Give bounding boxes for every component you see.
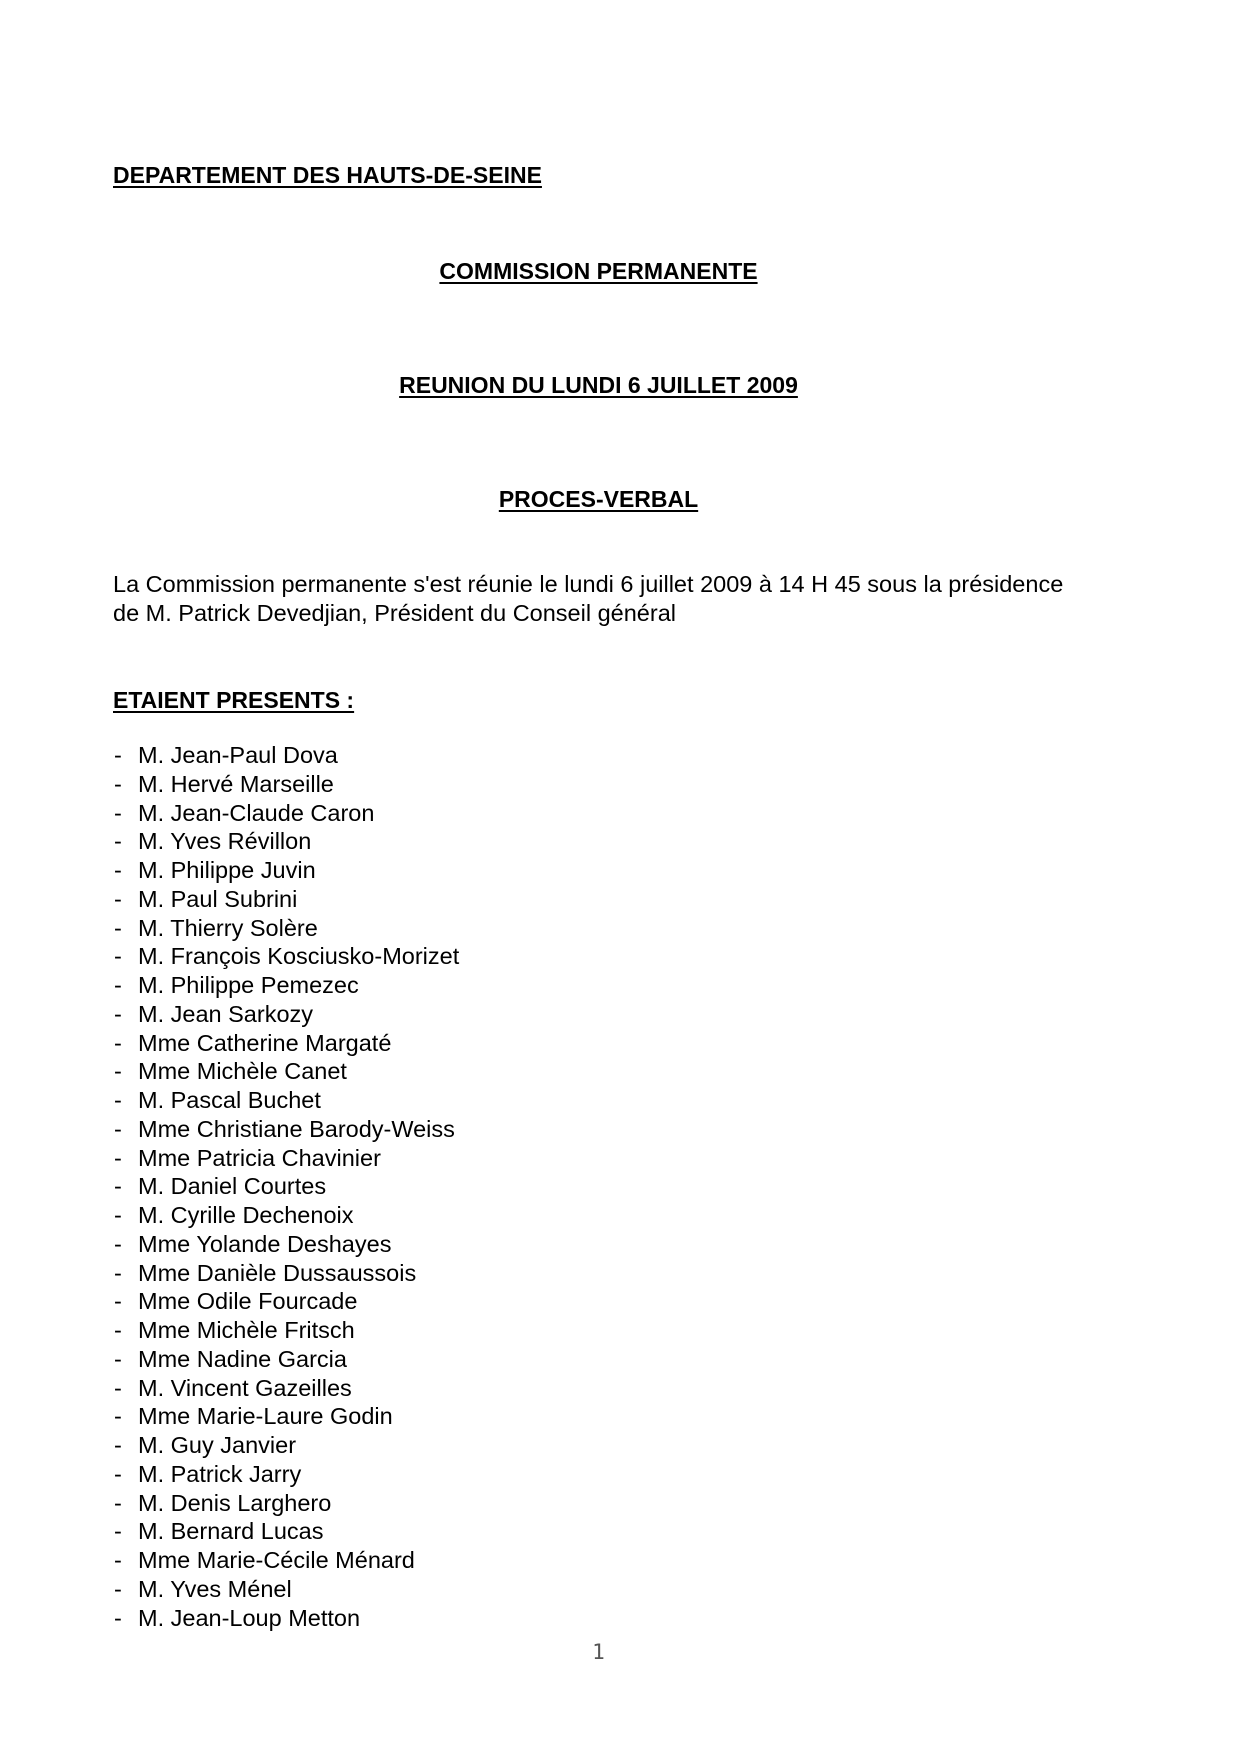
list-dash: - <box>114 828 122 855</box>
list-dash: - <box>114 1230 122 1257</box>
attendee-item <box>114 1345 459 1374</box>
attendee-item <box>114 1144 459 1173</box>
list-dash: - <box>114 1000 122 1027</box>
list-dash: - <box>114 742 122 768</box>
attendee-name: M. Jean Sarkozy <box>138 1000 314 1027</box>
attendee-name: M. Vincent Gazeilles <box>138 1374 352 1401</box>
attendee-name: M. Paul Subrini <box>138 885 298 912</box>
attendee-name: M. Philippe Pemezec <box>138 972 359 998</box>
department-heading: DEPARTEMENT DES HAUTS-DE-SEINE <box>113 162 542 188</box>
list-dash: - <box>114 1029 122 1056</box>
attendees-heading: ETAIENT PRESENTS : <box>113 687 355 713</box>
list-dash: - <box>114 943 122 970</box>
list-dash: - <box>114 1547 122 1573</box>
attendee-name: M. Denis Larghero <box>138 1489 332 1516</box>
attendee-name: Mme Yolande Deshayes <box>138 1230 392 1257</box>
attendee-item <box>114 971 459 1000</box>
attendee-name: Mme Catherine Margaté <box>138 1029 392 1056</box>
attendee-name: M. Yves Révillon <box>138 828 312 855</box>
attendee-name: Mme Michèle Fritsch <box>138 1317 355 1343</box>
attendee-name: Mme Marie-Cécile Ménard <box>138 1547 415 1573</box>
list-dash: - <box>114 1374 122 1401</box>
list-dash: - <box>114 914 122 941</box>
list-dash: - <box>114 799 122 826</box>
attendee-item <box>114 770 459 799</box>
attendee-name: M. Daniel Courtes <box>138 1173 327 1200</box>
attendee-item <box>114 799 459 828</box>
list-dash: - <box>114 1173 122 1200</box>
attendee-item <box>114 1402 459 1431</box>
attendee-name: Mme Michèle Canet <box>138 1058 347 1085</box>
attendee-name: M. Patrick Jarry <box>138 1460 302 1487</box>
list-dash: - <box>114 1460 122 1487</box>
attendee-name: Mme Christiane Barody-Weiss <box>138 1115 455 1142</box>
attendee-name: M. Jean-Claude Caron <box>138 799 375 826</box>
page-number: 1 <box>592 1640 605 1664</box>
attendee-item <box>114 1172 459 1201</box>
attendee-item <box>114 1115 459 1144</box>
list-dash: - <box>114 1518 122 1545</box>
attendee-item <box>114 1489 459 1518</box>
list-dash: - <box>114 1058 122 1085</box>
attendee-name: M. Cyrille Dechenoix <box>138 1202 354 1228</box>
attendee-name: M. Pascal Buchet <box>138 1087 321 1113</box>
list-dash: - <box>114 972 122 998</box>
list-dash: - <box>114 1489 122 1516</box>
attendee-name: Mme Patricia Chavinier <box>138 1144 381 1171</box>
attendee-name: M. Thierry Solère <box>138 914 318 941</box>
intro-line-2: de M. Patrick Devedjian, Président du Conseil général <box>113 600 676 626</box>
attendee-item <box>114 1230 459 1259</box>
list-dash: - <box>114 1432 122 1458</box>
list-dash: - <box>114 857 122 883</box>
attendee-name: Mme Marie-Laure Godin <box>138 1403 393 1430</box>
list-dash: - <box>114 1087 122 1113</box>
attendee-item <box>114 942 459 971</box>
attendee-item <box>114 1517 459 1546</box>
attendee-item <box>114 1086 459 1115</box>
attendee-item <box>114 1287 459 1316</box>
attendee-name: M. Hervé Marseille <box>138 770 334 797</box>
attendee-name: M. Jean-Paul Dova <box>138 742 338 768</box>
attendee-name: M. François Kosciusko-Morizet <box>138 943 460 970</box>
attendee-item <box>114 1029 459 1058</box>
attendee-name: M. Yves Ménel <box>138 1575 292 1602</box>
list-dash: - <box>114 1403 122 1430</box>
attendee-item <box>114 885 459 914</box>
list-dash: - <box>114 770 122 797</box>
document-type-heading: PROCES-VERBAL <box>498 486 699 512</box>
attendee-item <box>114 1604 459 1633</box>
attendee-item <box>114 1316 459 1345</box>
attendee-name: M. Jean-Loup Metton <box>138 1604 361 1631</box>
attendee-item <box>114 1546 459 1575</box>
attendee-item <box>114 1057 459 1086</box>
attendee-item <box>114 741 459 770</box>
commission-heading: COMMISSION PERMANENTE <box>439 258 758 284</box>
attendee-name: M. Bernard Lucas <box>138 1518 324 1545</box>
attendee-item <box>114 1000 459 1029</box>
list-dash: - <box>114 1288 122 1315</box>
attendee-item <box>114 1259 459 1288</box>
list-dash: - <box>114 1345 122 1372</box>
attendee-item <box>114 1431 459 1460</box>
list-dash: - <box>114 1259 122 1286</box>
attendee-item <box>114 1460 459 1489</box>
list-dash: - <box>114 1202 122 1228</box>
list-dash: - <box>114 1115 122 1142</box>
attendee-name: Mme Danièle Dussaussois <box>138 1259 417 1286</box>
attendee-item <box>114 856 459 885</box>
attendee-name: M. Guy Janvier <box>138 1432 297 1458</box>
attendee-name: M. Philippe Juvin <box>138 857 316 883</box>
attendee-name: Mme Odile Fourcade <box>138 1288 358 1315</box>
attendee-list <box>114 741 459 1632</box>
attendee-item <box>114 827 459 856</box>
list-dash: - <box>114 1604 122 1631</box>
attendee-item <box>114 914 459 943</box>
intro-line-1: La Commission permanente s'est réunie le lundi 6 juillet 2009 à 14 H 45 sous la présidence <box>113 571 1064 597</box>
attendee-item <box>114 1575 459 1604</box>
meeting-date-heading: REUNION DU LUNDI 6 JUILLET 2009 <box>399 372 798 398</box>
attendee-name: Mme Nadine Garcia <box>138 1345 347 1372</box>
list-dash: - <box>114 885 122 912</box>
list-dash: - <box>114 1144 122 1171</box>
list-dash: - <box>114 1575 122 1602</box>
list-dash: - <box>114 1317 122 1343</box>
attendee-item <box>114 1374 459 1403</box>
intro-paragraph <box>113 570 1143 628</box>
attendee-item <box>114 1201 459 1230</box>
